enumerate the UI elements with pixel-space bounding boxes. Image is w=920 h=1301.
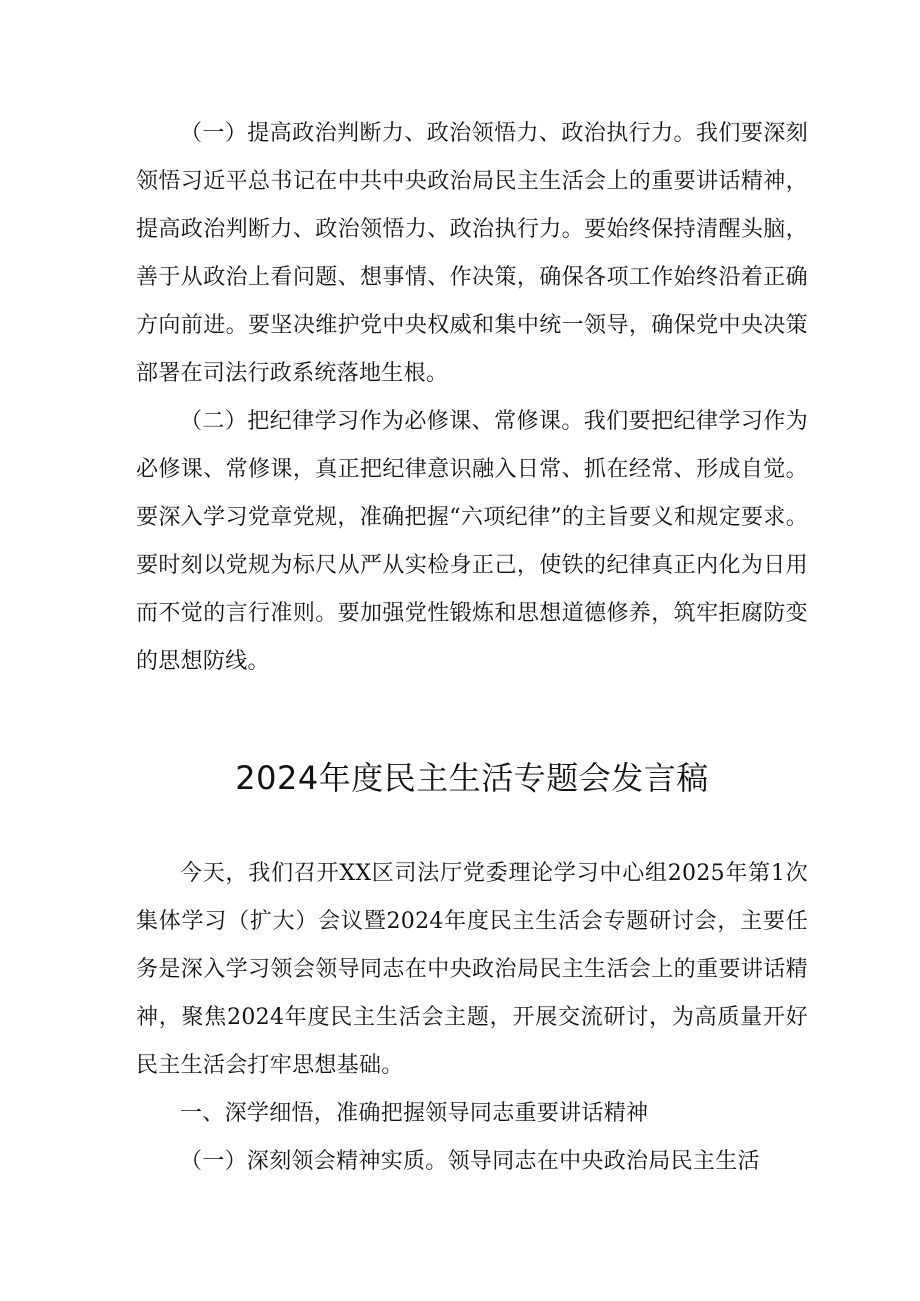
- paragraph-discipline-study: （二）把纪律学习作为必修课、常修课。我们要把纪律学习作为必修课、常修课，真正把纪律意识融入日常、抓在经常、形成自觉。要深入学习党章党规，准确把握“六项纪律”的主旨要义和规定要求。要时刻以党规为标尺从严从实检身正己，使铁的纪律真正内化为日用而不觉的言行准则。要加强党性锻炼和思想道德修养，筑牢拒腐防变的思想防线。: [136, 409, 808, 674]
- section-heading-one: 一、深学细悟，准确把握领导同志重要讲话精神: [180, 1101, 649, 1126]
- document-body: [136, 110, 808, 1186]
- paragraph-meeting-intro: 今天，我们召开XX区司法厅党委理论学习中心组2025年第1次集体学习（扩大）会议暨2024年度民主生活会专题研讨会，主要任务是深入学习领会领导同志在中央政治局民主生活会上的重要讲话精神，聚焦2024年度民主生活会主题，开展交流研讨，为高质量开好民主生活会打牢思想基础。: [136, 861, 808, 1078]
- paragraph-spirit-essence: （一）深刻领会精神实质。领导同志在中央政治局民主生活: [180, 1149, 760, 1174]
- document-title: 2024年度民主生活专题会发言稿: [235, 759, 709, 797]
- paragraph-political-judgment: （一）提高政治判断力、政治领悟力、政治执行力。我们要深刻领悟习近平总书记在中共中央政治局民主生活会上的重要讲话精神，提高政治判断力、政治领悟力、政治执行力。要始终保持清醒头脑，善于从政治上看问题、想事情、作决策，确保各项工作始终沿着正确方向前进。要坚决维护党中央权威和集中统一领导，确保党中央决策部署在司法行政系统落地生根。: [136, 121, 808, 386]
